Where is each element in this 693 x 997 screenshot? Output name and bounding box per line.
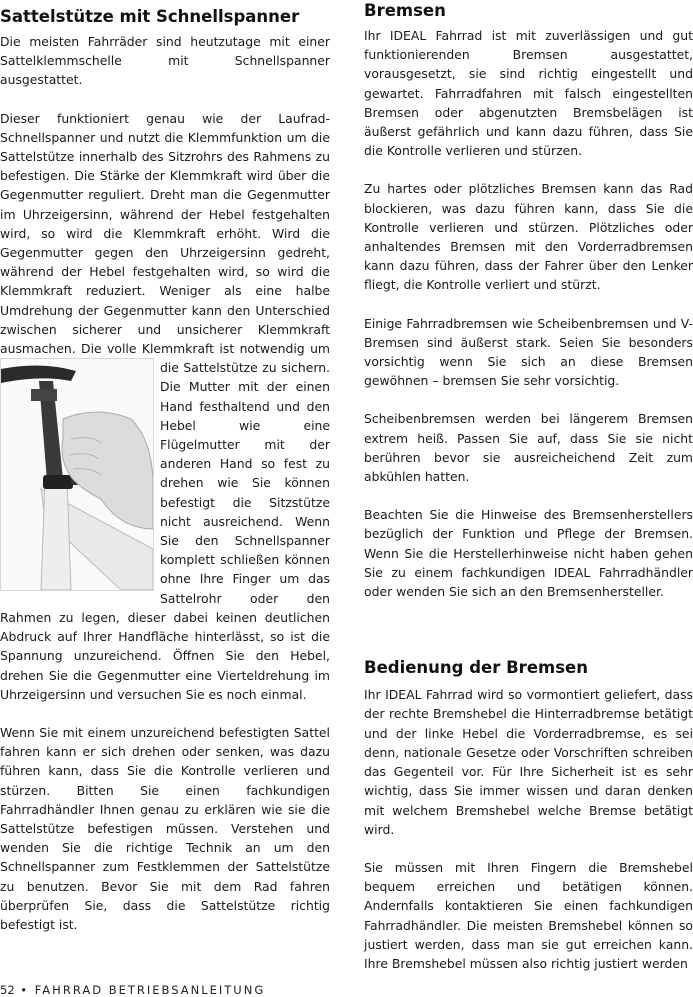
page-footer — [0, 983, 265, 997]
seatpost-clamp-photo — [0, 358, 154, 591]
section-heading-seatpost: Sattelstütze mit Schnellspanner — [0, 7, 300, 26]
paragraph-warning-seat: Wenn Sie mit einem unzureichend befestigten Sattel fahren kann er sich drehen oder senken, was dazu führen kann, dass Sie die Kontrolle verlieren und stürzen. Bitten Sie einen fachkundigen Fahrradhändler Ihnen genau zu erklären wie sie die Sattelstütze befestigen müssen. Verstehen und wenden Sie die richtige Technik an um den Schnellspanner zum Festklemmen der Sattelstütze zu benutzen. Bevor Sie mit dem Rad fahren überprüfen Sie, dass die Sattelstütze richtig befestigt ist. — [0, 724, 330, 932]
hand-tightening-clamp-illustration — [1, 359, 153, 590]
paragraph-clamp-explanation — [0, 109, 330, 704]
right-column — [364, 0, 693, 973]
section-heading-brake-operation: Bedienung der Bremsen — [364, 658, 588, 678]
paragraph-brakes-4: Scheibenbremsen werden bei längerem Bremsen extrem heiß. Passen Sie auf, dass Sie sie nicht berühren bevor sie ausreicheichend Zeit zum abkühlen hatten. — [364, 411, 693, 485]
paragraph-operation-2: Sie müssen mit Ihren Fingern die Bremshebel bequem erreichen und betätigen können. Andernfalls kontaktieren Sie einen fachkundigen Fahrradhändler. Die meisten Bremshebel können so justiert werden, dass man sie gut erreichen kann. Ihre Bremshebel müssen also richtig justiert werden — [364, 859, 693, 971]
paragraph-brakes-3: Einige Fahrradbremsen wie Scheibenbremsen und V-Bremsen sind äußerst stark. Seien Sie besonders vorsichtig wenn Sie sich an diese Bremsen gewöhnen – bremsen Sie sehr vorsichtig. — [364, 315, 693, 389]
page-number: 52 — [0, 983, 15, 997]
left-column — [0, 0, 330, 934]
paragraph-clamp-text-part2: um die Sattelstütze zu sichern. Die Mutter mit der einen Hand festhaltend und den Hebel wie eine Flügelmutter mit der anderen Hand so fest zu drehen wie Sie können befestigt die Sitzstütze nicht ausreichend. Wenn Sie den Schnellspanner komplett schließen können ohne Ihre Finger um das Sattelrohr oder den Rahmen zu legen, dieser dabei keinen deutlichen Abdruck auf Ihrer Handfläche hinterlässt, so ist die Spannung unzureichend. Öffnen Sie den Hebel, drehen Sie die Gegenmutter eine Vierteldrehung im Uhrzeigersinn und versuchen Sie es noch einmal. — [0, 341, 330, 702]
footer-bullet: • — [20, 983, 30, 997]
paragraph-clamp-text-part1: Dieser funktioniert genau wie der Laufrad-Schnellspanner und nutzt die Klemmfunktion um die Sattelstütze innerhalb des Sitzrohrs des Rahmens zu befestigen. Die Stärke der Klemmkraft wird über die Gegenmutter reguliert. Dreht man die Gegenmutter im Uhrzeigersinn, während der Hebel festgehalten wird, so wird die Klemmkraft erhöht. Wird die Gegenmutter gegen den Uhrzeigersinn gedreht, während der Hebel festgehalten wird, so wird die Klemmkraft reduziert. Weniger als eine halbe Umdrehung der Gegenmutter kann den Unterschied zwischen sicherer und unsicherer Klemmkraft ausmachen. Die volle Klemmkraft ist notwendig — [0, 110, 330, 357]
paragraph-intro: Die meisten Fahrräder sind heutzutage mit einer Sattelklemmschelle mit Schnellspanner ausgestattet. — [0, 34, 330, 88]
footer-title: FAHRRAD BETRIEBSANLEITUNG — [34, 983, 266, 997]
section-heading-brakes: Bremsen — [364, 1, 446, 20]
paragraph-brakes-5: Beachten Sie die Hinweise des Bremsenherstellers bezüglich der Funktion und Pflege der Bremsen. Wenn Sie die Herstellerhinweise nicht haben gehen Sie zu einem fachkundigen IDEAL Fahrradhändler oder wenden Sie sich an den Bremsenhersteller. — [364, 507, 693, 600]
paragraph-brakes-2: Zu hartes oder plötzliches Bremsen kann das Rad blockieren, was dazu führen kann, dass Sie die Kontrolle verlieren und stürzen. Plötzliches oder anhaltendes Bremsen mit den Vorderradbremsen kann dazu führen, dass der Fahrer über den Lenker fliegt, die Kontrolle verliert und stürzt. — [364, 181, 693, 293]
paragraph-operation-1: Ihr IDEAL Fahrrad wird so vormontiert geliefert, dass der rechte Bremshebel die Hinterradbremse betätigt und der linke Hebel die Vorderradbremse, es sei denn, nationale Gesetze oder Vorschriften schreiben das Gegenteil vor. Für Ihre Sicherheit ist es sehr wichtig, dass Sie immer wissen und daran denken mit welchem Bremshebel welche Bremse betätigt wird. — [364, 687, 693, 837]
paragraph-brakes-1: Ihr IDEAL Fahrrad ist mit zuverlässigen und gut funktionierenden Bremsen ausgestattet, vorausgesetzt, sie sind richtig eingestellt und gewartet. Fahrradfahren mit falsch eingestellten Bremsen oder abgenutzten Bremsbelägen ist äußerst gefährlich und kann dazu führen, dass Sie die Kontrolle verlieren und stürzen. — [364, 28, 693, 159]
